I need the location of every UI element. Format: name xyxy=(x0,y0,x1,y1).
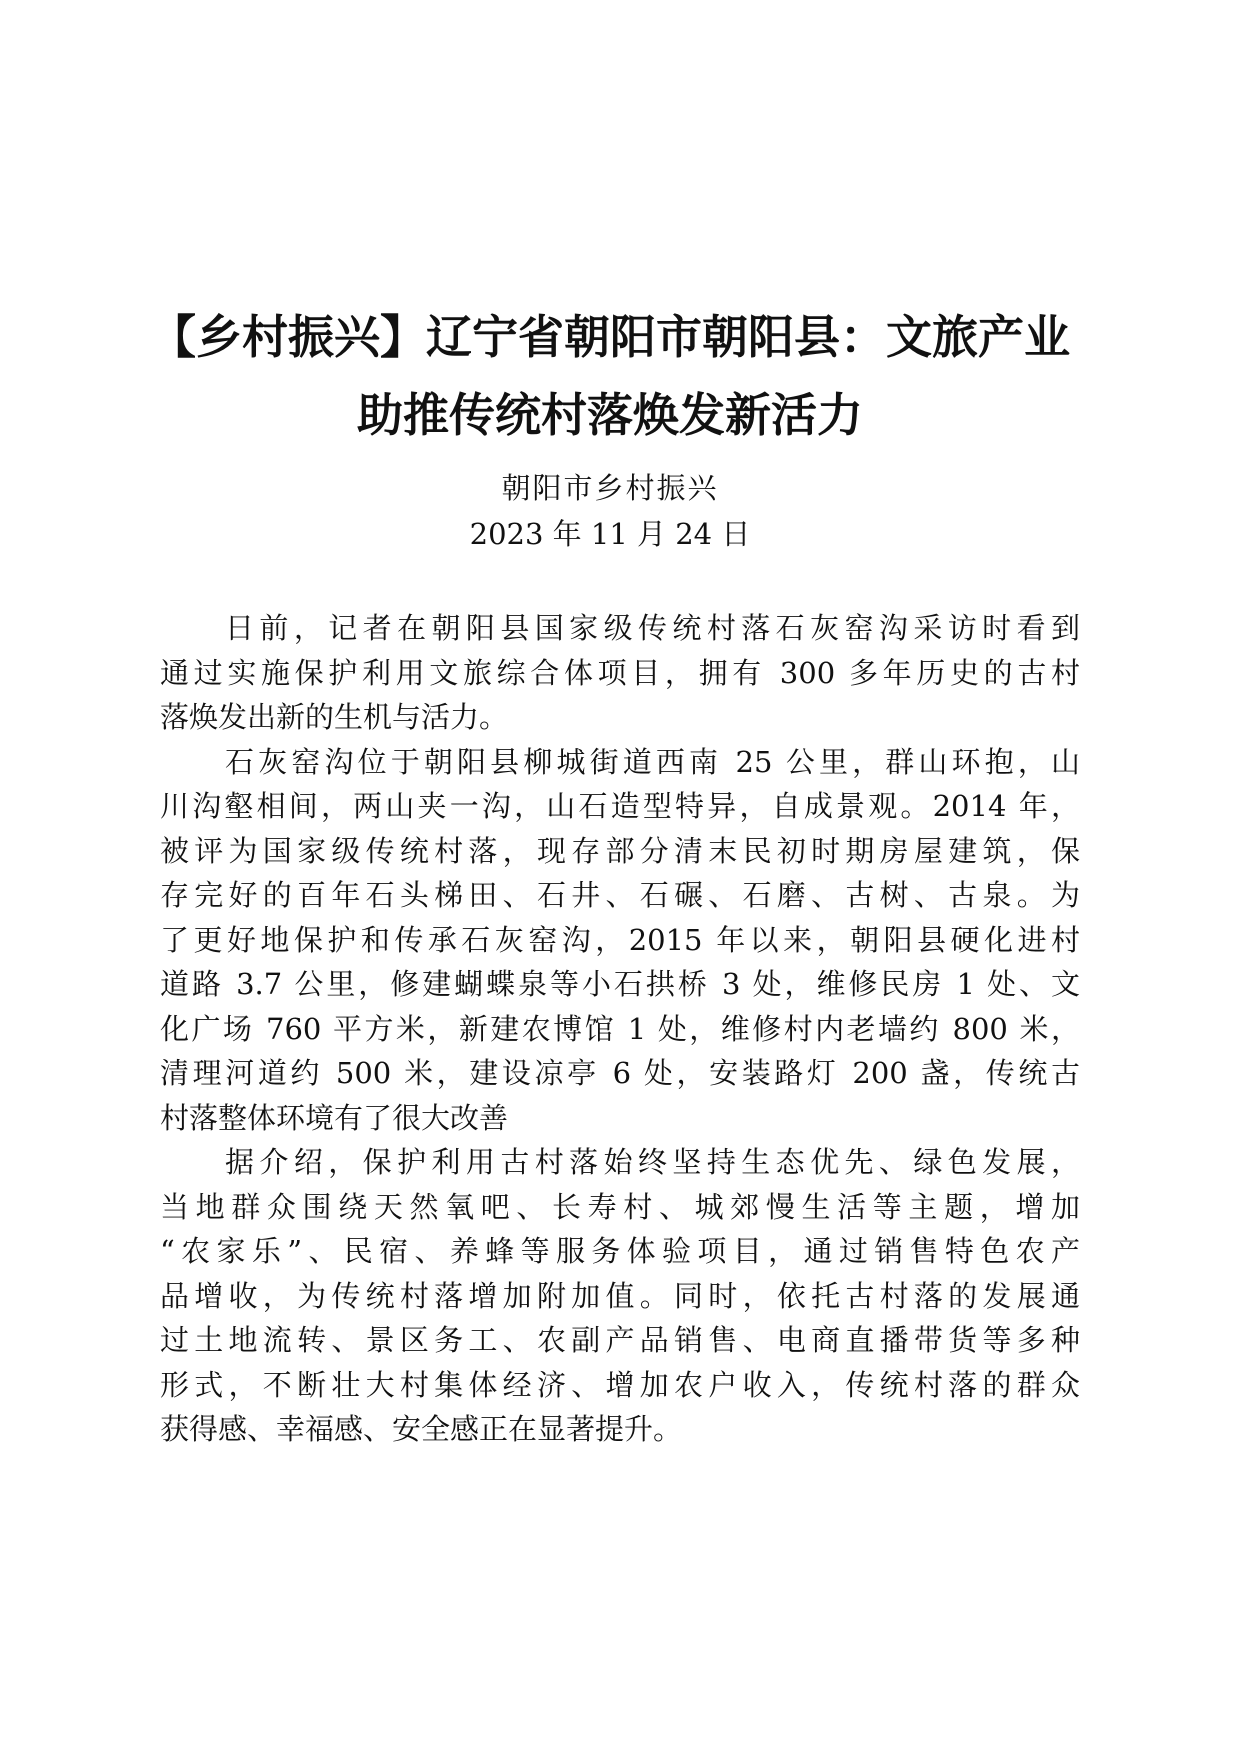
paragraph-line: “农家乐”、民宿、养蜂等服务体验项目，通过销售特色农产 xyxy=(160,1234,1080,1268)
paragraph-2 xyxy=(160,740,1080,1141)
paragraph-line: 获得感、幸福感、安全感正在显著提升。 xyxy=(160,1412,683,1446)
paragraph-line: 石灰窑沟位于朝阳县柳城街道西南 25 公里，群山环抱，山 xyxy=(225,744,1080,779)
paragraph-line: 日前，记者在朝阳县国家级传统村落石灰窑沟采访时看到 xyxy=(225,611,1080,645)
paragraph-line: 了更好地保护和传承石灰窑沟，2015 年以来，朝阳县硬化进村 xyxy=(160,922,1080,957)
paragraph-line: 品增收，为传统村落增加附加值。同时，依托古村落的发展通 xyxy=(160,1278,1080,1313)
paragraph-1 xyxy=(160,606,1080,740)
title-line-2: 助推传统村落焕发新活力 xyxy=(357,388,863,442)
paragraph-line: 清理河道约 500 米，建设凉亭 6 处，安装路灯 200 盏，传统古 xyxy=(160,1056,1080,1090)
paragraph-line: 当地群众围绕天然氧吧、长寿村、城郊慢生活等主题，增加 xyxy=(160,1189,1080,1224)
paragraph-line: 存完好的百年石头梯田、石井、石碾、石磨、古树、古泉。为 xyxy=(160,878,1080,912)
article-title xyxy=(140,298,1080,454)
paragraph-line: 过土地流转、景区务工、农副产品销售、电商直播带货等多种 xyxy=(160,1323,1080,1357)
paragraph-line: 形式，不断壮大村集体经济、增加农户收入，传统村落的群众 xyxy=(160,1367,1080,1402)
paragraph-line: 被评为国家级传统村落，现存部分清末民初时期房屋建筑，保 xyxy=(160,833,1080,868)
paragraph-line: 道路 3.7 公里，修建蝴蝶泉等小石拱桥 3 处，维修民房 1 处、文 xyxy=(160,967,1080,1001)
paragraph-line: 川沟壑相间，两山夹一沟，山石造型特异，自成景观。2014 年， xyxy=(160,789,1080,823)
paragraph-line: 化广场 760 平方米，新建农博馆 1 处，维修村内老墙约 800 米， xyxy=(160,1011,1080,1046)
paragraph-line: 村落整体环境有了很大改善 xyxy=(160,1100,509,1135)
article-body xyxy=(160,606,1080,1452)
article-source: 朝阳市乡村振兴 xyxy=(501,471,719,505)
paragraph-3 xyxy=(160,1140,1080,1452)
paragraph-line: 落焕发出新的生机与活力。 xyxy=(160,700,509,734)
article-date: 2023 年 11 月 24 日 xyxy=(469,517,751,551)
title-line-1: 【乡村振兴】辽宁省朝阳市朝阳县：文旅产业 xyxy=(150,310,1070,364)
paragraph-line: 据介绍，保护利用古村落始终坚持生态优先、绿色发展， xyxy=(225,1145,1080,1179)
paragraph-line: 通过实施保护利用文旅综合体项目，拥有 300 多年历史的古村 xyxy=(160,655,1080,690)
